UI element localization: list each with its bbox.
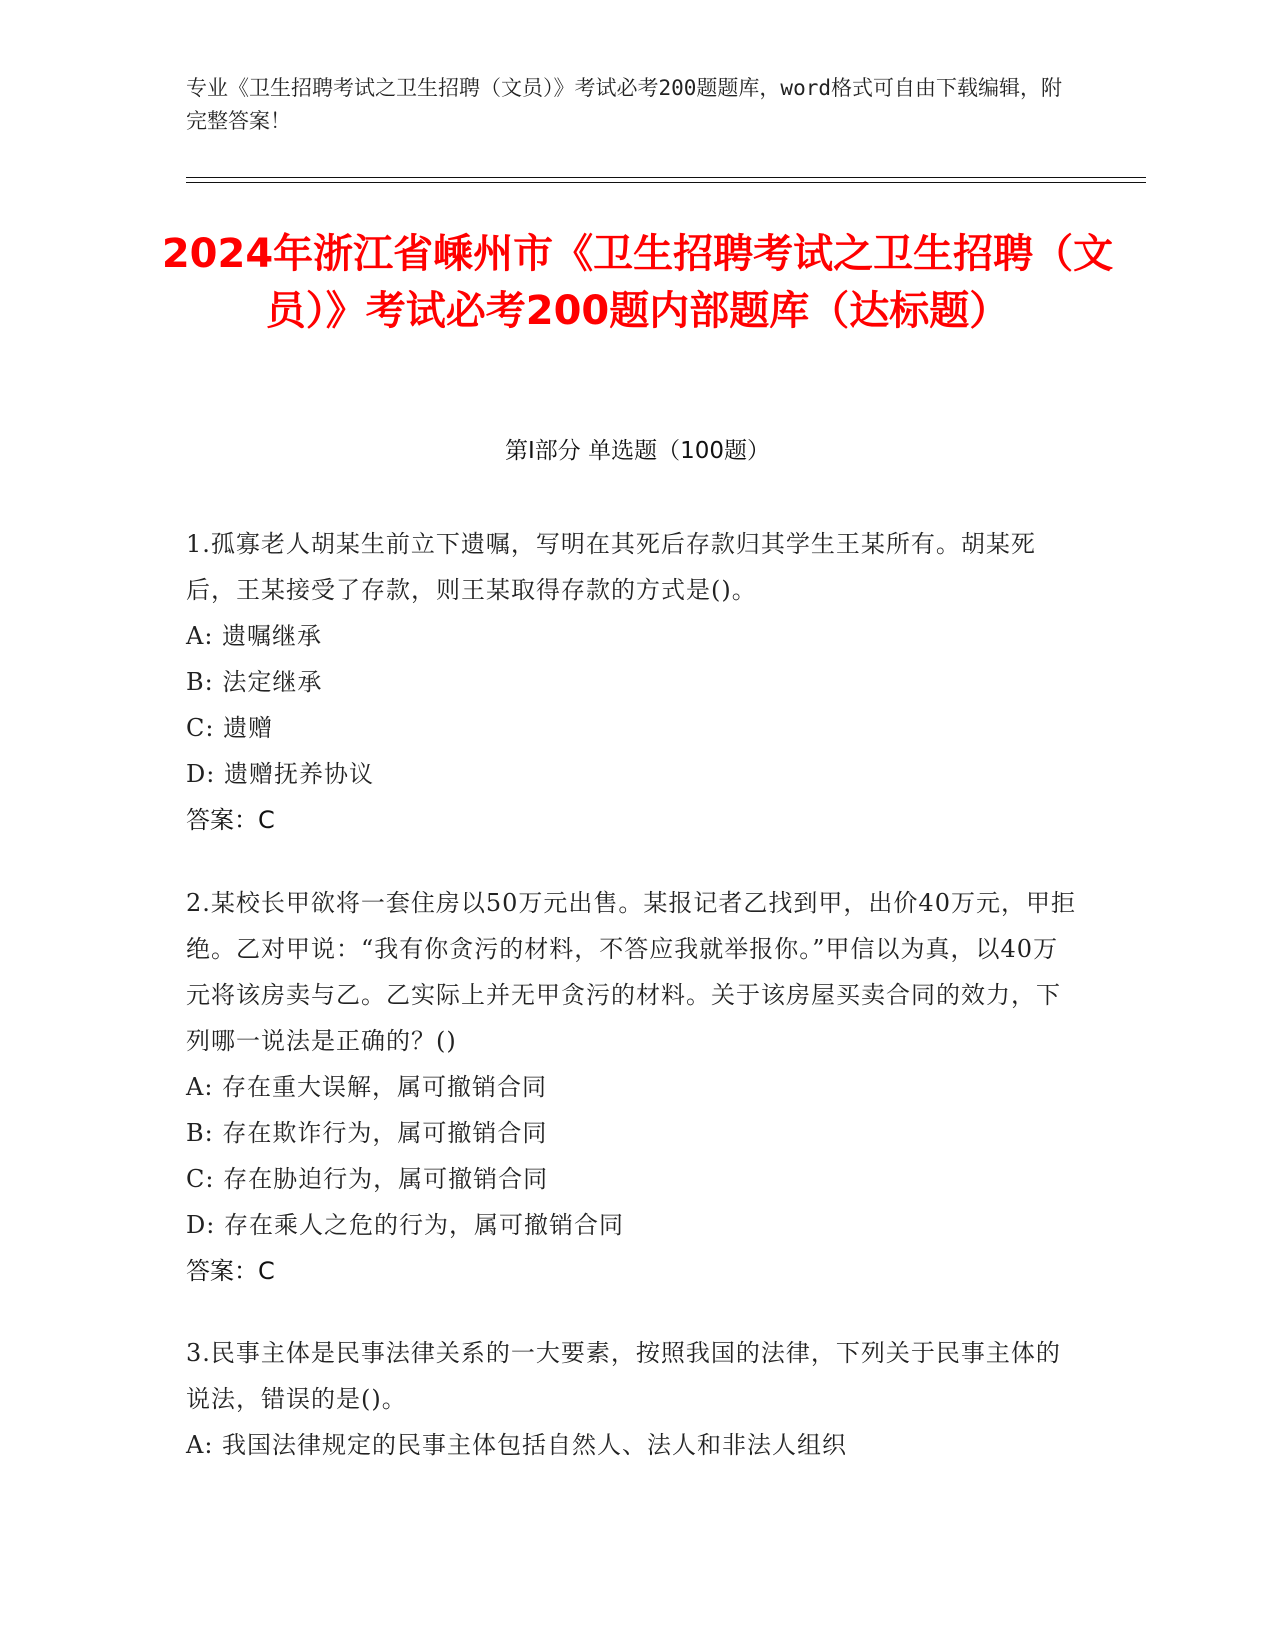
option-d: D: 遗赠抚养协议 (186, 760, 374, 788)
answer: 答案：C (186, 806, 275, 834)
option-c: C: 存在胁迫行为，属可撤销合同 (186, 1165, 549, 1193)
document-title: 2024年浙江省嵊州市《卫生招聘考试之卫生招聘（文员）》考试必考200题内部题库（达标题） (161, 231, 1114, 334)
answer: 答案：C (186, 1257, 275, 1285)
question-3 (186, 1330, 1076, 1468)
question-stem: 2.某校长甲欲将一套住房以50万元出售。某报记者乙找到甲，出价40万元，甲拒绝。乙对甲说：“我有你贪污的材料，不答应我就举报你。”甲信以为真，以40万元将该房卖与乙。乙实际上并无甲贪污的材料。关于该房屋买卖合同的效力，下列哪一说法是正确的？() (186, 889, 1076, 1055)
question-1 (186, 521, 1076, 843)
option-a: A: 遗嘱继承 (186, 622, 323, 650)
header-note: 专业《卫生招聘考试之卫生招聘（文员）》考试必考200题题库，word格式可自由下载编辑，附完整答案！ (186, 76, 1062, 133)
option-d: D: 存在乘人之危的行为，属可撤销合同 (186, 1211, 624, 1239)
option-a: A: 我国法律规定的民事主体包括自然人、法人和非法人组织 (186, 1431, 848, 1459)
question-stem: 3.民事主体是民事法律关系的一大要素，按照我国的法律，下列关于民事主体的说法，错误的是()。 (186, 1339, 1061, 1413)
option-a: A: 存在重大误解，属可撤销合同 (186, 1073, 548, 1101)
header-divider-bottom (186, 182, 1146, 183)
option-b: B: 存在欺诈行为，属可撤销合同 (186, 1119, 548, 1147)
option-b: B: 法定继承 (186, 668, 323, 696)
question-2 (186, 880, 1076, 1294)
header-divider-top (186, 177, 1146, 178)
question-stem: 1.孤寡老人胡某生前立下遗嘱，写明在其死后存款归其学生王某所有。胡某死后，王某接受了存款，则王某取得存款的方式是()。 (186, 530, 1036, 604)
section-title: 第Ⅰ部分 单选题（100题） (505, 438, 770, 464)
option-c: C: 遗赠 (186, 714, 274, 742)
